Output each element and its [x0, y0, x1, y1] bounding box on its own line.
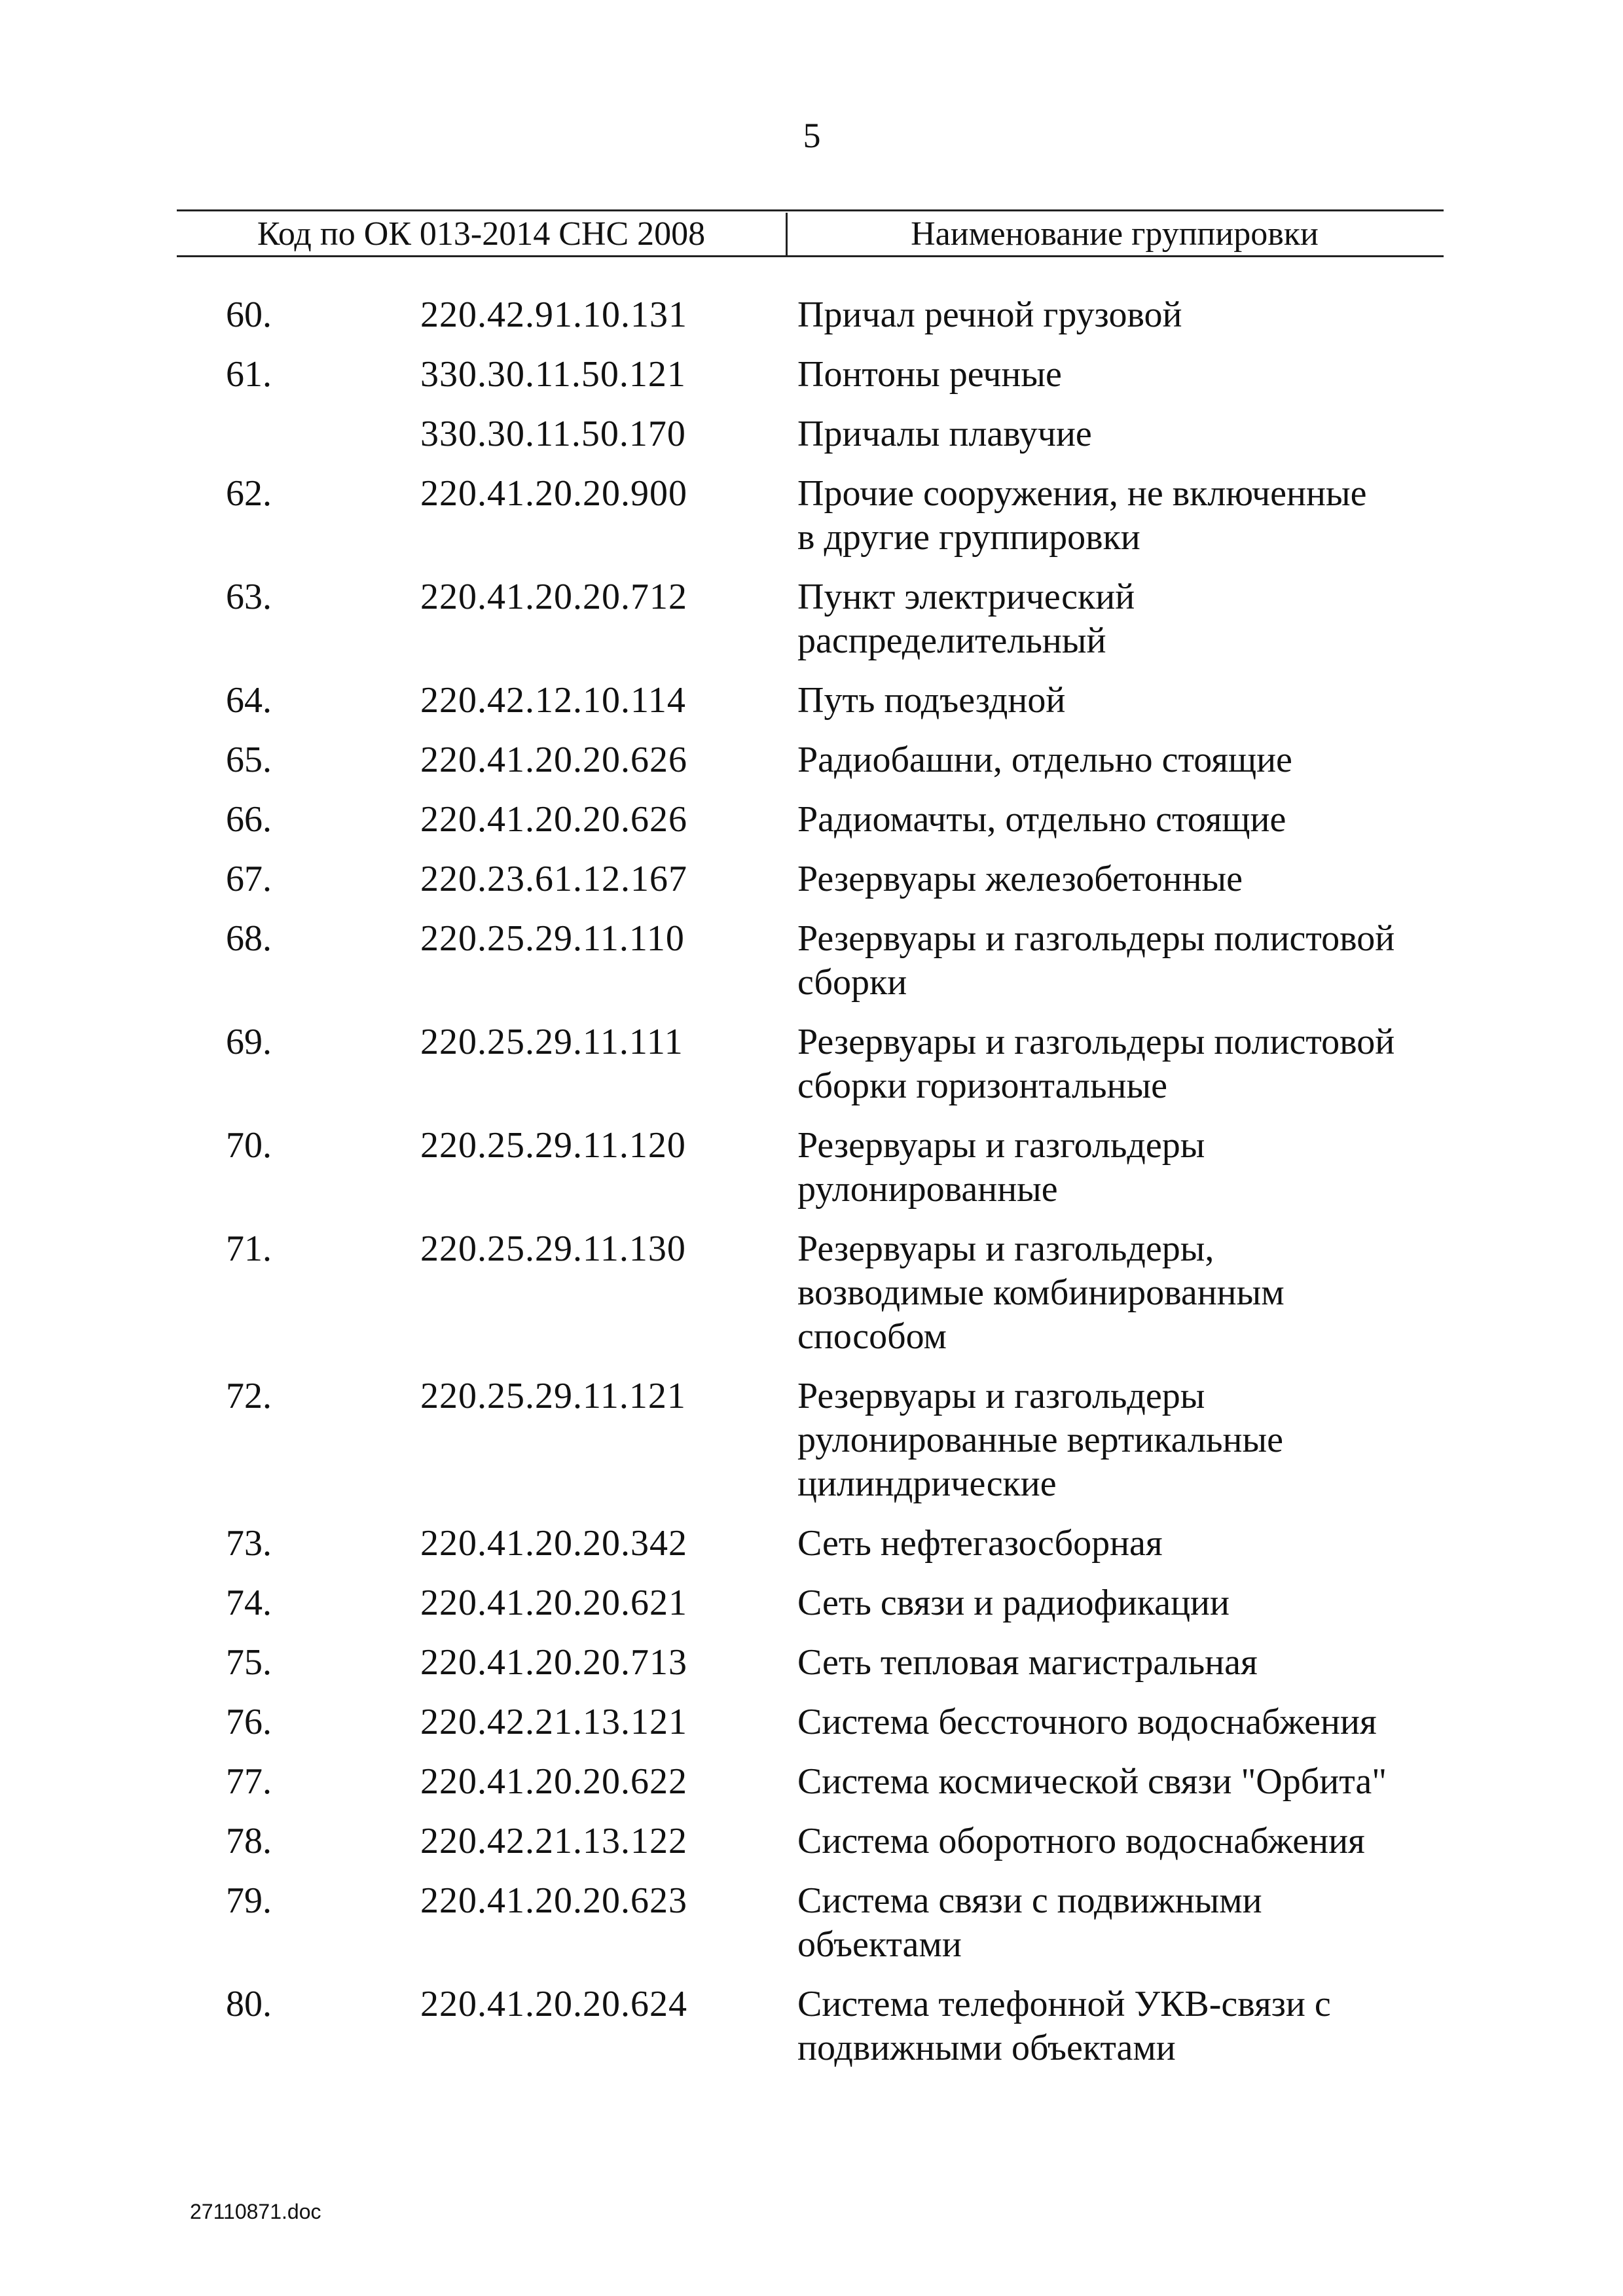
table-row	[0, 575, 1623, 663]
row-code: 220.42.21.13.122	[420, 1821, 687, 1861]
row-name	[797, 1227, 1452, 1359]
row-code: 220.25.29.11.111	[420, 1022, 684, 1062]
table-row	[0, 1227, 1623, 1359]
row-name-line: сборки горизонтальные	[797, 1066, 1167, 1106]
table-row	[0, 353, 1623, 397]
row-name-line: способом	[797, 1316, 947, 1357]
row-name	[797, 1879, 1452, 1967]
row-name-line: Понтоны речные	[797, 354, 1062, 395]
row-name	[797, 1581, 1452, 1625]
row-number: 79.	[226, 1880, 272, 1921]
row-code: 220.41.20.20.342	[420, 1523, 687, 1564]
row-code: 220.25.29.11.121	[420, 1376, 686, 1416]
table-row	[0, 917, 1623, 1005]
row-name-line: цилиндрические	[797, 1463, 1057, 1504]
row-name-line: Пункт электрический	[797, 577, 1135, 617]
table-row	[0, 412, 1623, 456]
row-name-line: Система оборотного водоснабжения	[797, 1821, 1365, 1861]
row-number: 64.	[226, 680, 272, 721]
row-name-line: Прочие сооружения, не включенные	[797, 473, 1367, 514]
row-name-line: Резервуары и газгольдеры	[797, 1376, 1205, 1416]
row-number: 77.	[226, 1761, 272, 1802]
row-code: 220.41.20.20.623	[420, 1880, 687, 1921]
row-number: 75.	[226, 1642, 272, 1683]
row-code: 220.41.20.20.626	[420, 740, 687, 780]
table-row	[0, 1522, 1623, 1566]
row-name	[797, 798, 1452, 842]
row-name	[797, 1522, 1452, 1566]
row-number: 76.	[226, 1702, 272, 1742]
table-header-top-rule	[177, 209, 1444, 211]
row-code: 330.30.11.50.121	[420, 354, 686, 395]
row-name	[797, 1124, 1452, 1211]
row-code: 220.41.20.20.621	[420, 1583, 687, 1623]
row-name-line: Система телефонной УКВ-связи с	[797, 1984, 1331, 2024]
row-number: 74.	[226, 1583, 272, 1623]
row-code: 220.23.61.12.167	[420, 859, 687, 899]
table-row	[0, 1124, 1623, 1211]
table-row	[0, 1760, 1623, 1804]
row-name-line: в другие группировки	[797, 517, 1140, 558]
row-number: 62.	[226, 473, 272, 514]
row-code: 220.42.91.10.131	[420, 295, 687, 335]
row-code: 220.41.20.20.712	[420, 577, 687, 617]
row-name	[797, 1374, 1452, 1506]
row-name-line: Путь подъездной	[797, 680, 1066, 721]
row-number: 72.	[226, 1376, 272, 1416]
table-row	[0, 1641, 1623, 1685]
table-row	[0, 857, 1623, 901]
row-number: 68.	[226, 918, 272, 959]
row-name-line: Резервуары и газгольдеры,	[797, 1229, 1214, 1269]
row-code: 220.42.21.13.121	[420, 1702, 687, 1742]
row-number: 73.	[226, 1523, 272, 1564]
row-name-line: Причал речной грузовой	[797, 295, 1182, 335]
row-code: 220.41.20.20.626	[420, 799, 687, 840]
table-row	[0, 738, 1623, 782]
row-number: 70.	[226, 1125, 272, 1166]
row-number: 71.	[226, 1229, 272, 1269]
row-name	[797, 1700, 1452, 1744]
row-number: 61.	[226, 354, 272, 395]
row-name-line: Система космической связи "Орбита"	[797, 1761, 1387, 1802]
row-name	[797, 857, 1452, 901]
row-name-line: Резервуары и газгольдеры полистовой	[797, 1022, 1395, 1062]
row-name	[797, 1020, 1452, 1108]
table-row	[0, 1700, 1623, 1744]
table-row	[0, 1581, 1623, 1625]
row-name	[797, 1641, 1452, 1685]
table-row	[0, 293, 1623, 337]
table-header-bottom-rule	[177, 255, 1444, 257]
row-name-line: Система связи с подвижными	[797, 1880, 1262, 1921]
row-number: 66.	[226, 799, 272, 840]
column-header-name: Наименование группировки	[911, 215, 1319, 253]
row-code: 220.41.20.20.624	[420, 1984, 687, 2024]
row-code: 220.25.29.11.110	[420, 918, 685, 959]
row-number: 67.	[226, 859, 272, 899]
row-name-line: Сеть нефтегазосборная	[797, 1523, 1163, 1564]
row-name-line: распределительный	[797, 620, 1106, 661]
table-row	[0, 1879, 1623, 1967]
table-row	[0, 679, 1623, 723]
row-name	[797, 353, 1452, 397]
row-code: 220.41.20.20.713	[420, 1642, 687, 1683]
row-code: 220.41.20.20.900	[420, 473, 687, 514]
row-name	[797, 1760, 1452, 1804]
row-name-line: Резервуары и газгольдеры полистовой	[797, 918, 1395, 959]
row-name-line: Резервуары и газгольдеры	[797, 1125, 1205, 1166]
table-row	[0, 1020, 1623, 1108]
row-name	[797, 293, 1452, 337]
row-name	[797, 917, 1452, 1005]
row-name-line: сборки	[797, 962, 907, 1003]
row-number: 69.	[226, 1022, 272, 1062]
row-name-line: Сеть тепловая магистральная	[797, 1642, 1258, 1683]
row-name-line: Причалы плавучие	[797, 414, 1092, 454]
table-body	[0, 293, 1623, 2086]
table-row	[0, 798, 1623, 842]
row-name	[797, 679, 1452, 723]
row-number: 65.	[226, 740, 272, 780]
row-name-line: Резервуары железобетонные	[797, 859, 1243, 899]
table-row	[0, 1982, 1623, 2070]
row-number: 80.	[226, 1984, 272, 2024]
row-number: 60.	[226, 295, 272, 335]
row-name-line: возводимые комбинированным	[797, 1272, 1285, 1313]
row-name	[797, 412, 1452, 456]
row-code: 220.41.20.20.622	[420, 1761, 687, 1802]
row-name	[797, 1820, 1452, 1863]
row-name-line: подвижными объектами	[797, 2028, 1176, 2068]
row-number: 78.	[226, 1821, 272, 1861]
table-row	[0, 472, 1623, 560]
row-code: 220.42.12.10.114	[420, 680, 686, 721]
row-code: 220.25.29.11.130	[420, 1229, 686, 1269]
row-name	[797, 738, 1452, 782]
row-name	[797, 472, 1452, 560]
column-divider	[786, 213, 788, 257]
row-name-line: Радиобашни, отдельно стоящие	[797, 740, 1292, 780]
row-number: 63.	[226, 577, 272, 617]
table-row	[0, 1374, 1623, 1506]
row-name-line: Радиомачты, отдельно стоящие	[797, 799, 1286, 840]
column-header-code: Код по ОК 013-2014 СНС 2008	[257, 215, 706, 253]
row-name-line: объектами	[797, 1924, 962, 1965]
row-name-line: рулонированные	[797, 1169, 1058, 1210]
row-code: 220.25.29.11.120	[420, 1125, 686, 1166]
row-name-line: рулонированные вертикальные	[797, 1420, 1283, 1460]
row-name-line: Система бессточного водоснабжения	[797, 1702, 1377, 1742]
row-code: 330.30.11.50.170	[420, 414, 686, 454]
row-name-line: Сеть связи и радиофикации	[797, 1583, 1230, 1623]
row-name	[797, 575, 1452, 663]
row-name	[797, 1982, 1452, 2070]
page-number: 5	[803, 116, 821, 155]
document-id: 27110871.doc	[190, 2200, 321, 2223]
table-row	[0, 1820, 1623, 1863]
